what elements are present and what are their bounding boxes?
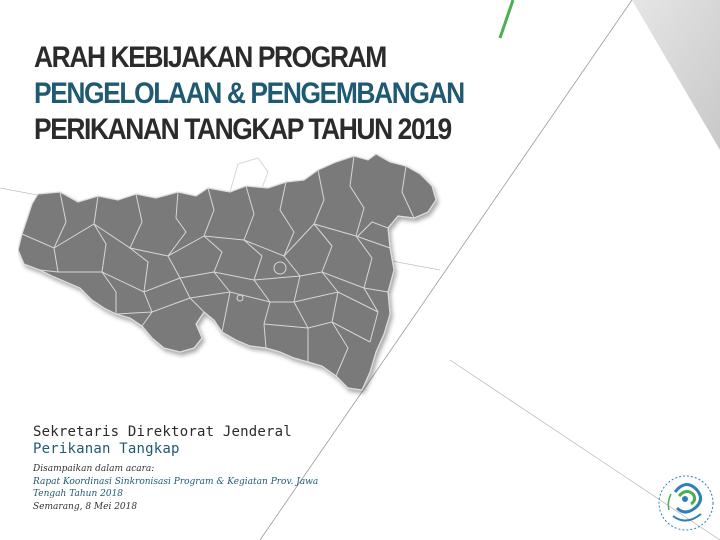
fisheries-logo-icon	[655, 472, 717, 534]
central-java-map	[18, 152, 442, 408]
title-line-3: PERIKANAN TANGKAP TAHUN 2019	[34, 113, 451, 146]
presenter-title-line-2: Perikanan Tangkap	[33, 441, 180, 457]
event-name-line-2: Tengah Tahun 2018	[33, 489, 124, 499]
presenter-title-line-1: Sekretaris Direktorat Jenderal	[33, 424, 292, 440]
slide-title	[34, 40, 522, 148]
event-name-line-1: Rapat Koordinasi Sinkronisasi Program & Kegiatan Prov. Jawa	[33, 476, 319, 487]
title-line-1: ARAH KEBIJAKAN PROGRAM	[34, 41, 386, 74]
presenter-block	[33, 424, 292, 458]
event-details	[33, 463, 353, 513]
event-intro: Disampaikan dalam acara:	[33, 464, 155, 474]
title-line-2: PENGELOLAAN & PENGEMBANGAN	[34, 77, 464, 110]
accent-line	[500, 0, 513, 38]
corner-panel	[632, 0, 720, 150]
event-place-date: Semarang, 8 Mei 2018	[33, 501, 138, 512]
